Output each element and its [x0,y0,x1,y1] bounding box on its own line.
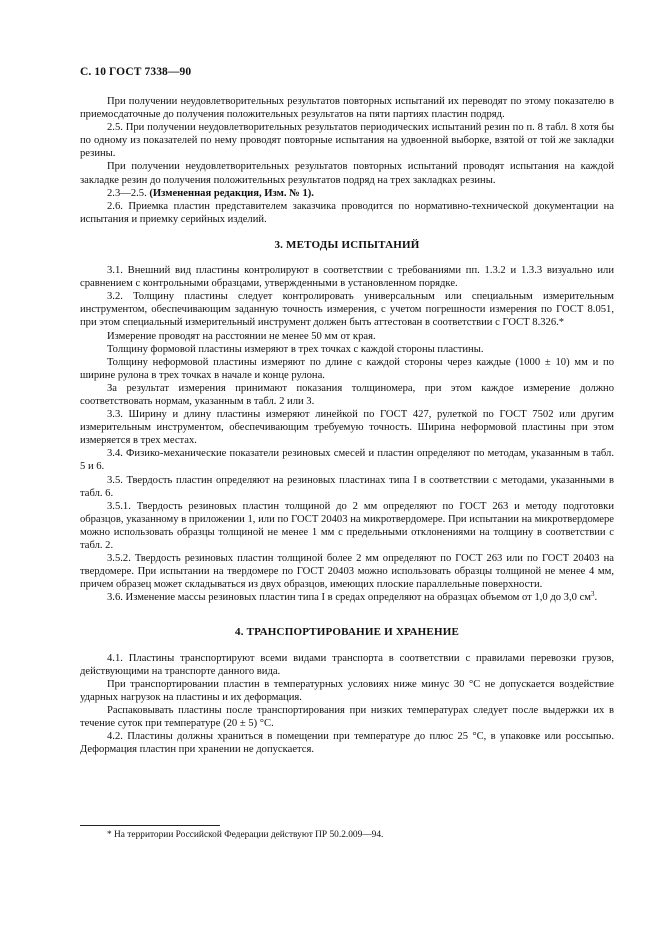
superscript: 3 [590,590,595,599]
paragraph: 3.3. Ширину и длину пластины измеряют линейкой по ГОСТ 427, рулеткой по ГОСТ 7502 или другим измерительным инструментом, обеспечивающим требуемую точность. Ширина неформовой пластины при этом измеряется в трех местах. [80,409,614,447]
paragraph: При получении неудовлетворительных результатов повторных испытаний их переводят по этому показателю в приемосдаточные до получения положительных результатов на пяти партиях пластин подряд. [80,96,614,121]
amendment-note: (Измененная редакция, Изм. № 1). [149,187,314,199]
paragraph-text: 3.6. Изменение массы резиновых пластин типа I в средах определяют на образцах объемом от 1,0 до 3,0 см [107,592,591,604]
paragraph: При транспортировании пластин в температурных условиях ниже минус 30 °С не допускается воздействие ударных нагрузок на пластины и их деформация. [80,678,614,703]
paragraph: 3.2. Толщину пластины следует контролировать универсальным или специальным измерительным инструментом, обеспечивающим заданную точность измерения, с учетом погрешности измерения по ГОСТ 8.051, при этом специальный измерительный инструмент должен быть аттестован в соответствии с ГОСТ 8.326.* [80,291,614,329]
paragraph: Распаковывать пластины после транспортирования при низких температурах следует после выдержки их в течение суток при температуре (20 ± 5) °С. [80,704,614,730]
document-body [80,95,614,756]
paragraph: При получении неудовлетворительных результатов повторных испытаний проводят испытания на каждой закладке резин до получения положительных результатов подряд на трех закладках резины. [80,161,614,186]
paragraph-amendment [80,187,614,200]
paragraph-end: . [594,592,598,604]
paragraph: 3.5.1. Твердость резиновых пластин толщиной до 2 мм определяют по ГОСТ 263 и методу подготовки образцов, указанному в приложении 1, или по ГОСТ 20403 на микротвердомере. При испытании на микротвердомере можно использовать образцы толщиной не менее 1 мм с предельными отклонениями на толщину в соответствии с табл. 2. [80,500,614,551]
paragraph: Измерение проводят на расстоянии не менее 50 мм от края. [107,330,376,342]
paragraph: 3.5.2. Твердость резиновых пластин толщиной более 2 мм определяют по ГОСТ 263 или по ГОСТ 20403 на твердомере. При испытании на твердомере по ГОСТ 20403 можно использовать образцы толщиной не менее 4 мм, причем образец может складываться из двух образцов, имеющих плоские параллельные поверхности. [80,553,614,591]
paragraph: 3.4. Физико-механические показатели резиновых смесей и пластин определяют по методам, указанным в табл. 5 и 6. [80,448,614,473]
paragraph: 4.1. Пластины транспортируют всеми видами транспорта в соответствии с правилами перевозки грузов, действующими на транспорте данного вида. [80,652,614,677]
paragraph: 2.6. Приемка пластин представителем заказчика проводится по нормативно-технической документации на испытания и приемку серийных изделий. [80,200,614,225]
paragraph: 4.2. Пластины должны храниться в помещении при температуре до плюс 25 °С, в упаковке или россыпью. Деформация пластин при хранении не допускается. [80,731,614,756]
page-header: С. 10 ГОСТ 7338—90 [80,66,192,78]
paragraph: Толщину формовой пластины измеряют в трех точках с каждой стороны пластины. [107,343,484,355]
footnote-divider [80,825,220,826]
section-title-3: 3. МЕТОДЫ ИСПЫТАНИЙ [274,238,420,251]
paragraph: Толщину неформовой пластины измеряют по длине с каждой стороны через каждые (1000 ± 10) мм и по ширине рулона в трех точках в начале и конце рулона. [80,356,614,381]
paragraph [80,591,614,604]
paragraph: 3.5. Твердость пластин определяют на резиновых пластинах типа I в соответствии с методами, указанными в табл. 6. [80,474,614,499]
paragraph: 2.5. При получении неудовлетворительных результатов периодических испытаний резин по п. 8 табл. 8 хотя бы по одному из показателей по нему проводят повторные испытания на удвоенной выборке, взятой от той же закладки резины. [80,122,614,160]
amendment-ref: 2.3—2.5. [107,187,150,199]
paragraph: За результат измерения принимают показания толщиномера, при этом каждое измерение должно соответствовать нормам, указанным в табл. 2 или 3. [80,382,614,407]
paragraph: 3.1. Внешний вид пластины контролируют в соответствии с требованиями пп. 1.3.2 и 1.3.3 визуально или сравнением с контрольными образцами, утвержденными в установленном порядке. [80,265,614,290]
section-title-4: 4. ТРАНСПОРТИРОВАНИЕ И ХРАНЕНИЕ [235,626,459,639]
footnote: * На территории Российской Федерации действуют ПР 50.2.009—94. [107,830,384,840]
